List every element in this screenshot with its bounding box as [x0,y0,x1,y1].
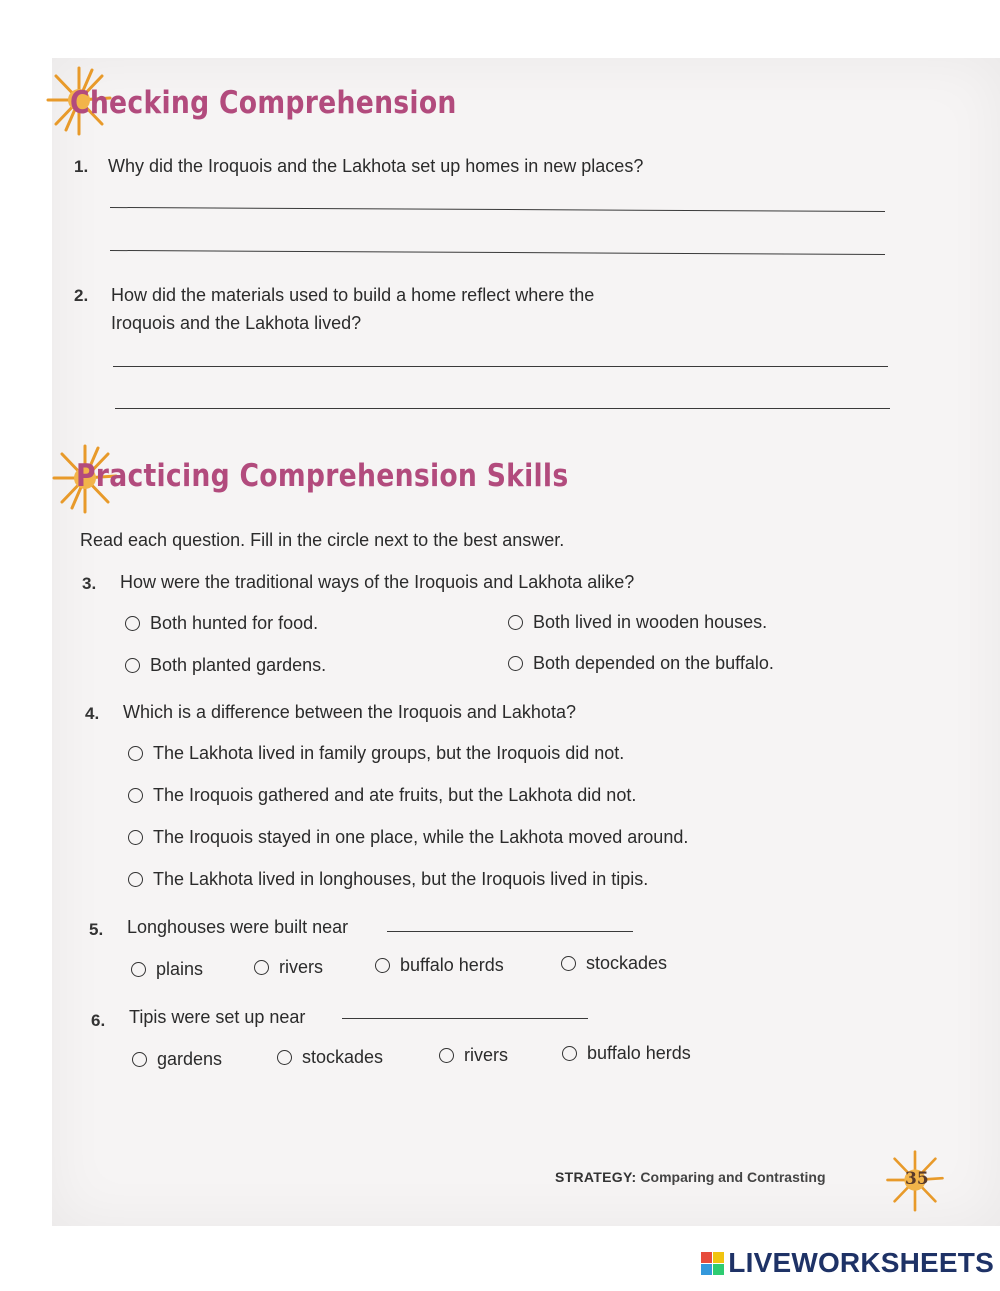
question-number: 2. [74,286,89,305]
question-text: Why did the Iroquois and the Lakhota set up homes in new places? [108,156,644,176]
answer-option[interactable]: The Lakhota lived in longhouses, but the Iroquois lived in tipis. [128,869,648,890]
section-heading-practicing: Practicing Comprehension Skills [76,458,569,494]
radio-circle[interactable] [128,788,143,803]
radio-circle[interactable] [128,830,143,845]
answer-option[interactable]: buffalo herds [562,1043,691,1064]
answer-option[interactable]: plains [131,959,203,980]
radio-circle[interactable] [508,656,523,671]
answer-option[interactable]: rivers [254,957,323,978]
question-text: Iroquois and the Lakhota lived? [111,313,362,333]
radio-circle[interactable] [375,958,390,973]
answer-option[interactable]: gardens [132,1049,222,1070]
liveworksheets-brand [701,1247,994,1279]
answer-option[interactable]: Both hunted for food. [125,613,318,634]
radio-circle[interactable] [131,962,146,977]
answer-option[interactable]: Both depended on the buffalo. [508,653,774,674]
radio-circle[interactable] [439,1048,454,1063]
answer-option[interactable]: The Lakhota lived in family groups, but the Iroquois did not. [128,743,624,764]
question-text: Tipis were set up near [129,1007,306,1027]
answer-option[interactable]: The Iroquois gathered and ate fruits, but the Lakhota did not. [128,785,636,806]
question-text: How did the materials used to build a home reflect where the [111,285,595,305]
radio-circle[interactable] [561,956,576,971]
radio-circle[interactable] [125,658,140,673]
page-number: 35 [905,1169,929,1189]
liveworksheets-logo-icon [701,1252,724,1275]
radio-circle[interactable] [128,872,143,887]
brand-name: LIVEWORKSHEETS [728,1247,994,1278]
radio-circle[interactable] [508,615,523,630]
question-text: How were the traditional ways of the Iroquois and Lakhota alike? [120,572,635,592]
radio-circle[interactable] [254,960,269,975]
answer-option[interactable]: Both planted gardens. [125,655,326,676]
fill-blank-line[interactable] [387,931,633,932]
answer-line[interactable] [115,408,890,409]
question-number: 6. [91,1011,106,1030]
radio-circle[interactable] [132,1052,147,1067]
section-heading-checking: Checking Comprehension [70,85,457,121]
answer-option[interactable]: Both lived in wooden houses. [508,612,767,633]
question-number: 3. [82,574,97,593]
radio-circle[interactable] [128,746,143,761]
answer-option[interactable]: rivers [439,1045,508,1066]
question-text: Which is a difference between the Iroquois and Lakhota? [123,702,576,722]
radio-circle[interactable] [125,616,140,631]
question-number: 4. [85,704,100,723]
fill-blank-line[interactable] [342,1018,588,1019]
strategy-text: Comparing and Contrasting [640,1169,826,1185]
answer-option[interactable]: buffalo herds [375,955,504,976]
answer-line[interactable] [113,366,888,367]
radio-circle[interactable] [562,1046,577,1061]
answer-option[interactable]: The Iroquois stayed in one place, while the Lakhota moved around. [128,827,688,848]
question-number: 1. [74,157,89,176]
strategy-footer [555,1169,826,1185]
strategy-label: STRATEGY: [555,1169,637,1185]
instructions: Read each question. Fill in the circle next to the best answer. [80,530,565,550]
question-number: 5. [89,920,104,939]
answer-option[interactable]: stockades [561,953,667,974]
answer-option[interactable]: stockades [277,1047,383,1068]
question-text: Longhouses were built near [127,917,349,937]
radio-circle[interactable] [277,1050,292,1065]
